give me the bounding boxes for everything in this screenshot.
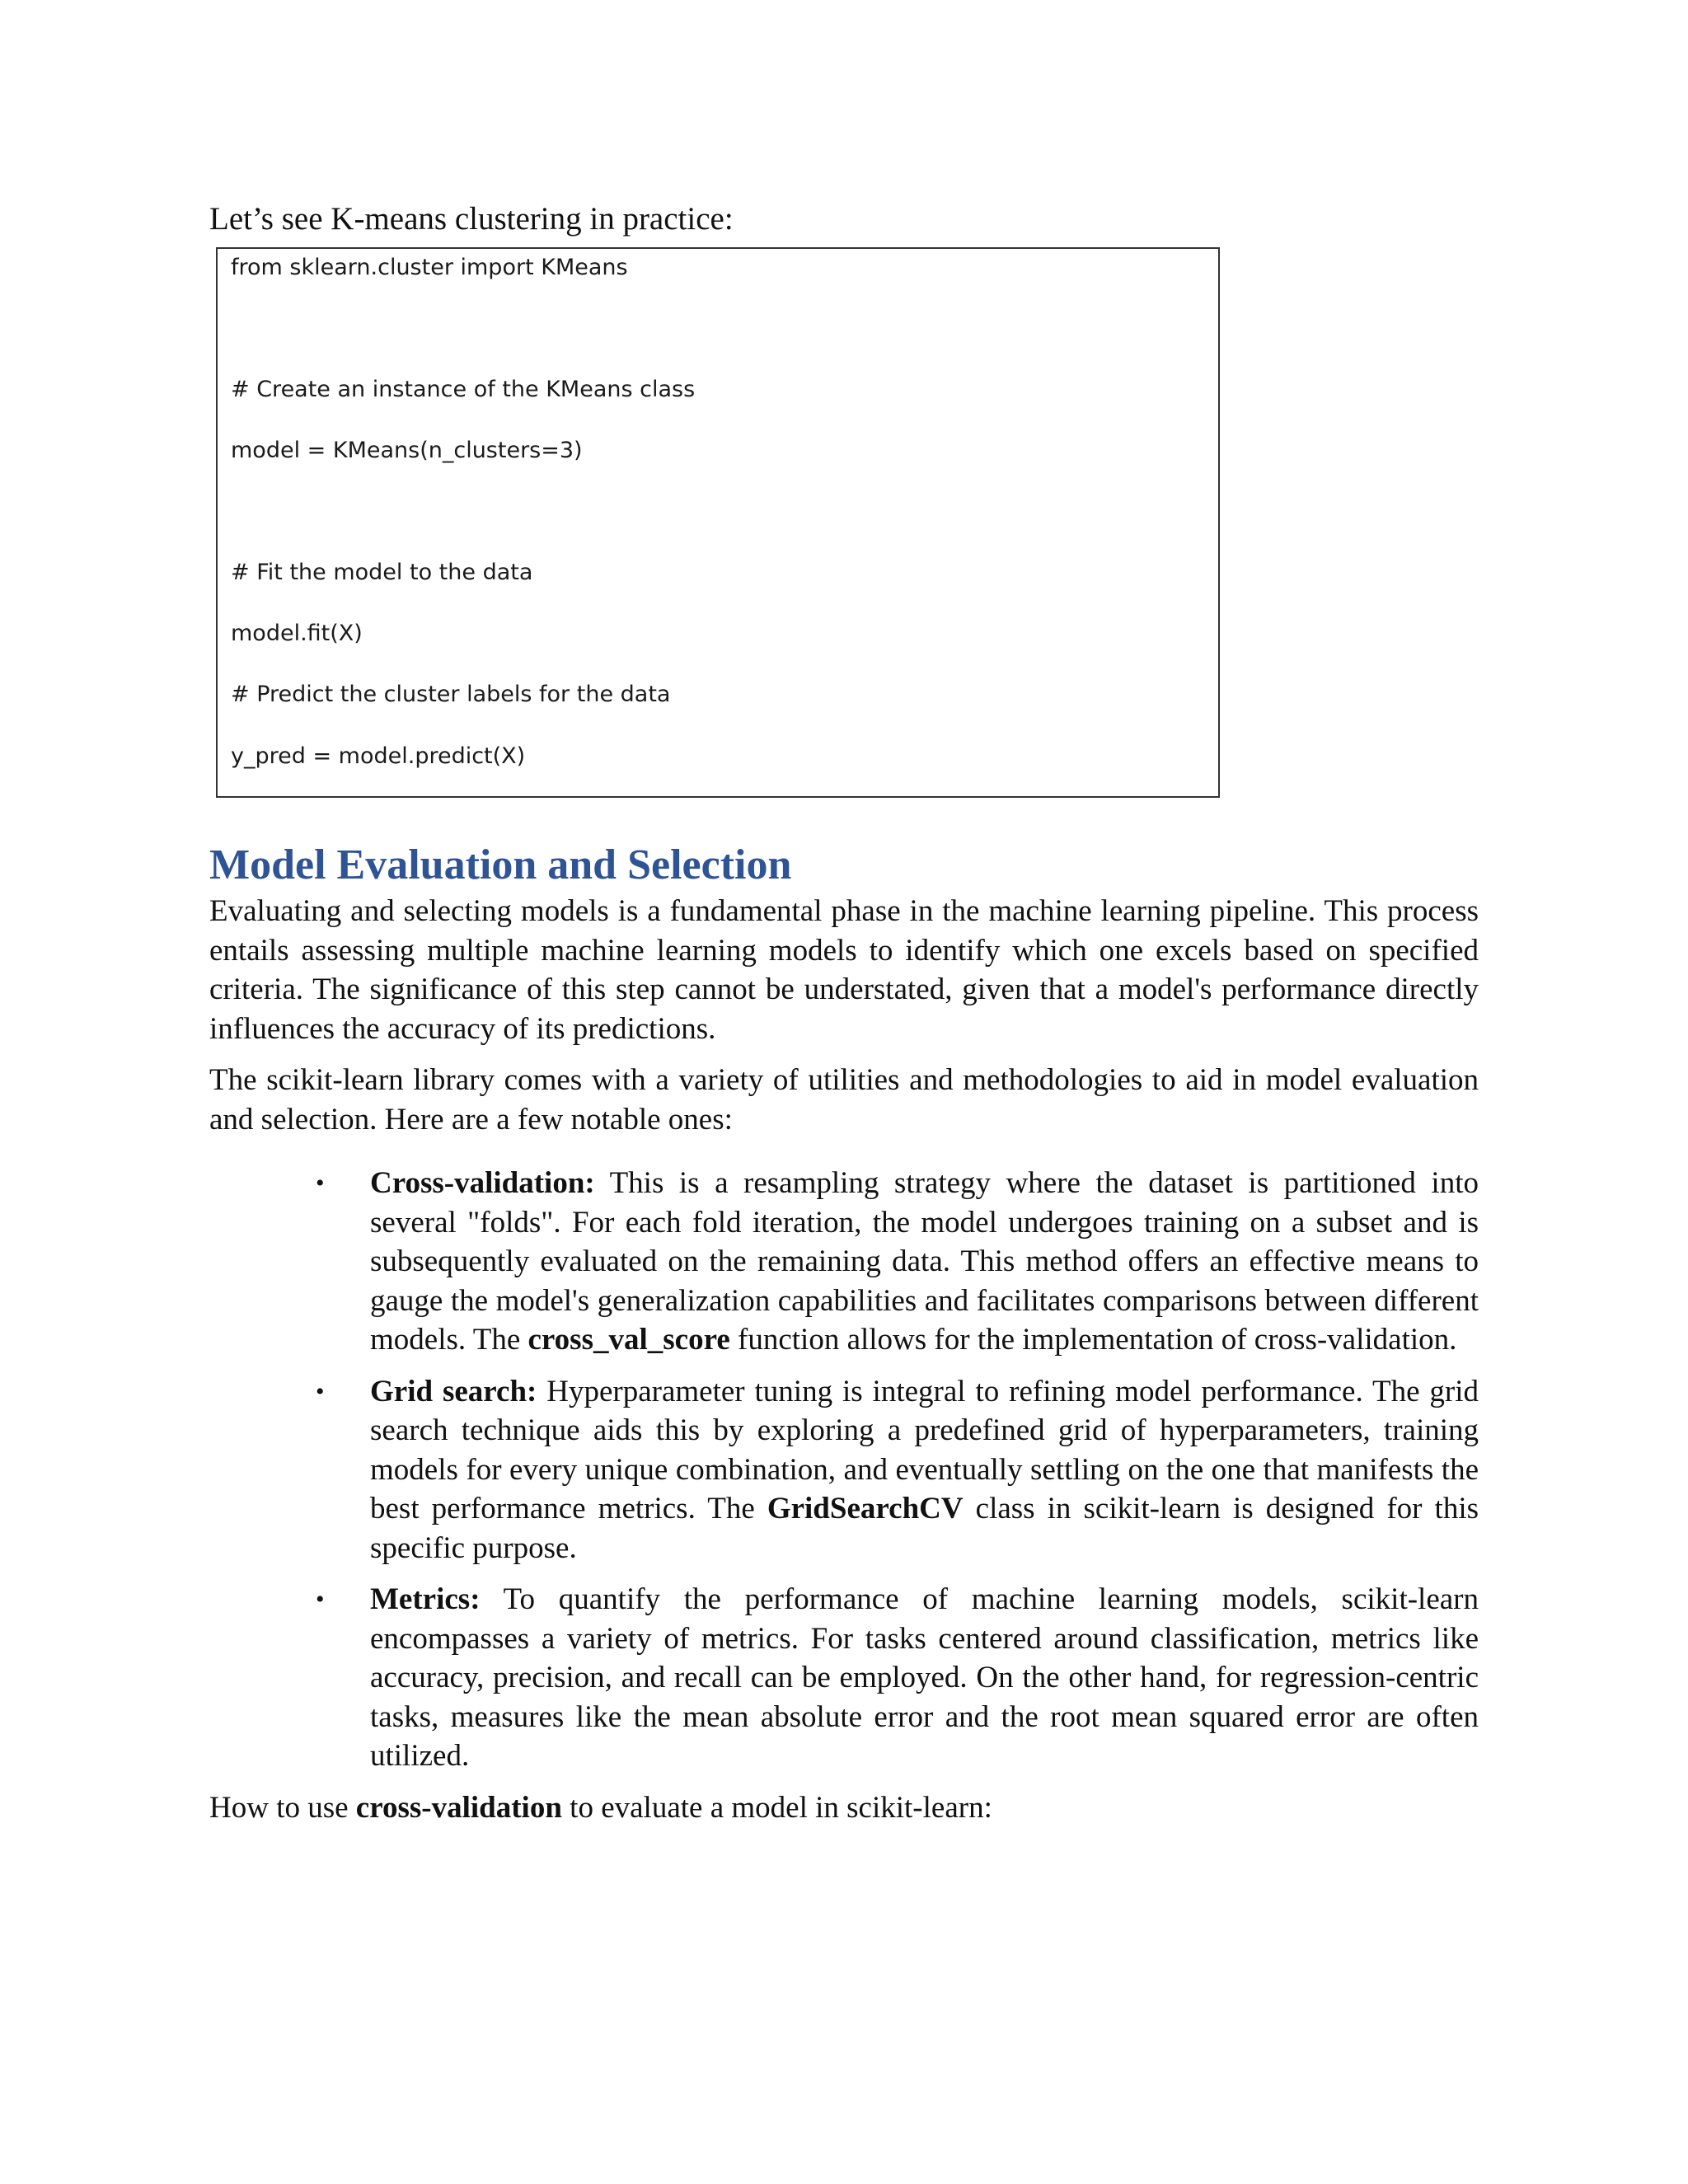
text-grid-search-a: Hyperparameter tuning is integral to refining model performance. The grid search technique aids this by exploring a predefined grid of hyperparameters, training models for every unique combination, and eventually settling on the one that manifests the best performance metrics. The [370, 1374, 1479, 1526]
code-line-comment-create: # Create an instance of the KMeans class [231, 377, 696, 402]
closing-suffix: to evaluate a model in scikit-learn: [561, 1790, 992, 1825]
page-content [209, 194, 1479, 1840]
paragraph-intro: Evaluating and selecting models is a fundamental phase in the machine learning pipeline. This process entails assessing multiple machine learning models to identify which one excels based on specified criteria. The significance of this step cannot be understated, given that a model's performance directly influences the accuracy of its predictions. [209, 894, 1479, 1046]
code-line-predict: y_pred = model.predict(X) [231, 743, 526, 769]
term-grid-search: Grid search: [370, 1374, 537, 1408]
text-cross-validation-b: function allows for the implementation of cross-validation. [729, 1323, 1457, 1357]
code-line-import: from sklearn.cluster import KMeans [231, 255, 628, 280]
term-cross-validation: Cross-validation: [370, 1166, 595, 1200]
intro-text: Let’s see K-means clustering in practice: [209, 201, 734, 237]
code-cross-val-score: cross_val_score [528, 1323, 730, 1357]
code-line-model: model = KMeans(n_clusters=3) [231, 438, 583, 463]
closing-bold: cross-validation [355, 1790, 562, 1825]
bullet-icon: • [316, 1169, 325, 1197]
code-line-fit: model.fit(X) [231, 621, 363, 646]
bullet-icon: • [316, 1586, 325, 1613]
text-metrics: To quantify the performance of machine learning models, scikit-learn encompasses a variety of metrics. For tasks centered around classification, metrics like accuracy, precision, and recall can be employed. On the other hand, for regression-centric tasks, measures like the mean absolute error and the root mean squared error are often utilized. [370, 1582, 1479, 1773]
code-gridsearchcv: GridSearchCV [767, 1492, 964, 1526]
list-item-cross-validation [209, 1164, 1479, 1360]
bullet-icon: • [316, 1377, 325, 1405]
term-metrics: Metrics: [370, 1582, 481, 1616]
utilities-list [209, 1164, 1479, 1776]
section-heading: Model Evaluation and Selection [209, 841, 792, 888]
code-block [216, 247, 1220, 798]
closing-prefix: How to use [209, 1790, 356, 1825]
text-cross-validation-a: This is a resampling strategy where the dataset is partitioned into several "folds". For each fold iteration, the model undergoes training on a subset and is subsequently evaluated on the remaining data. This method offers an effective means to gauge the model's generalization capabilities and facilitates comparisons between different models. The [370, 1166, 1479, 1357]
text-grid-search-b: class in scikit-learn is designed for this specific purpose. [370, 1492, 1479, 1565]
list-item-grid-search [209, 1372, 1479, 1568]
paragraph-utilities: The scikit-learn library comes with a variety of utilities and methodologies to aid in model evaluation and selection. Here are a few notable ones: [209, 1063, 1479, 1137]
code-line-comment-predict: # Predict the cluster labels for the data [231, 682, 671, 707]
closing-line [209, 1788, 1479, 1828]
list-item-metrics [209, 1580, 1479, 1776]
code-line-comment-fit: # Fit the model to the data [231, 560, 533, 585]
